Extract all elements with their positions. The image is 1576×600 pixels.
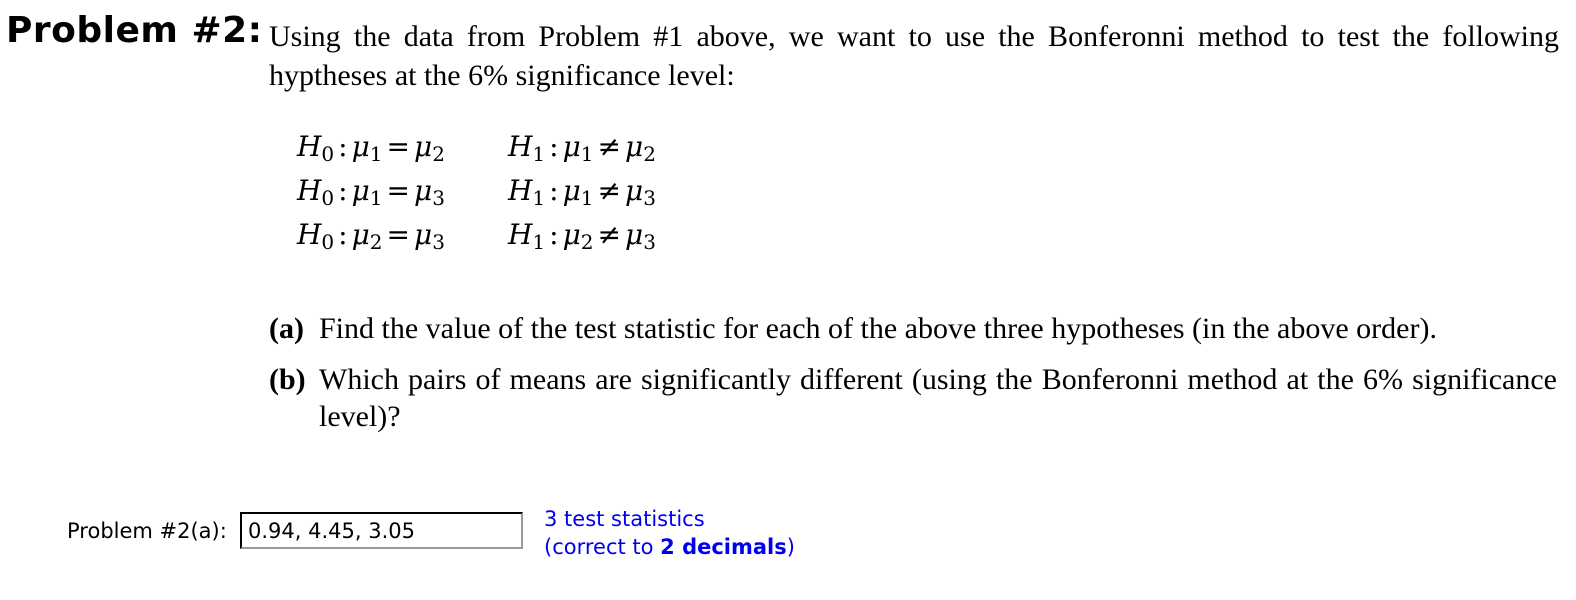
problem-label: Problem #2:: [6, 10, 263, 51]
part-b-letter: (b): [269, 363, 306, 396]
alt-hypothesis-1: $H_1$ : $\mu_1 \ne \mu_2$: [508, 130, 656, 166]
hint-close: ): [786, 535, 795, 559]
hint-decimals: 2 decimals: [660, 535, 787, 559]
part-b: [269, 361, 1557, 435]
part-b-text: Which pairs of means are significantly different (using the Bonferonni method at the 6% significance level)?: [319, 363, 1557, 433]
answer-input[interactable]: [240, 512, 523, 549]
hint-line-2: [544, 533, 795, 561]
part-a-text: Find the value of the test statistic for each of the above three hypotheses (in the above order).: [319, 312, 1437, 345]
answer-hint: [544, 505, 795, 561]
alt-hypothesis-2: $H_1$ : $\mu_1 \ne \mu_3$: [508, 174, 656, 210]
null-hypothesis-3: $H_0$ : $\mu_2 = \mu_3$: [297, 218, 445, 254]
problem-intro: Using the data from Problem #1 above, we want to use the Bonferonni method to test the following hyptheses at the 6% significance level:: [269, 20, 1559, 92]
alt-hypothesis-3: $H_1$ : $\mu_2 \ne \mu_3$: [508, 218, 656, 254]
answer-label: Problem #2(a):: [67, 519, 227, 543]
null-hypothesis-2: $H_0$ : $\mu_1 = \mu_3$: [297, 174, 445, 210]
part-a-letter: (a): [269, 312, 304, 345]
hint-open: (correct to: [544, 535, 661, 559]
null-hypothesis-1: $H_0$ : $\mu_1 = \mu_2$: [297, 130, 445, 166]
part-a: [269, 310, 1557, 347]
hint-line-1: 3 test statistics: [544, 507, 705, 531]
